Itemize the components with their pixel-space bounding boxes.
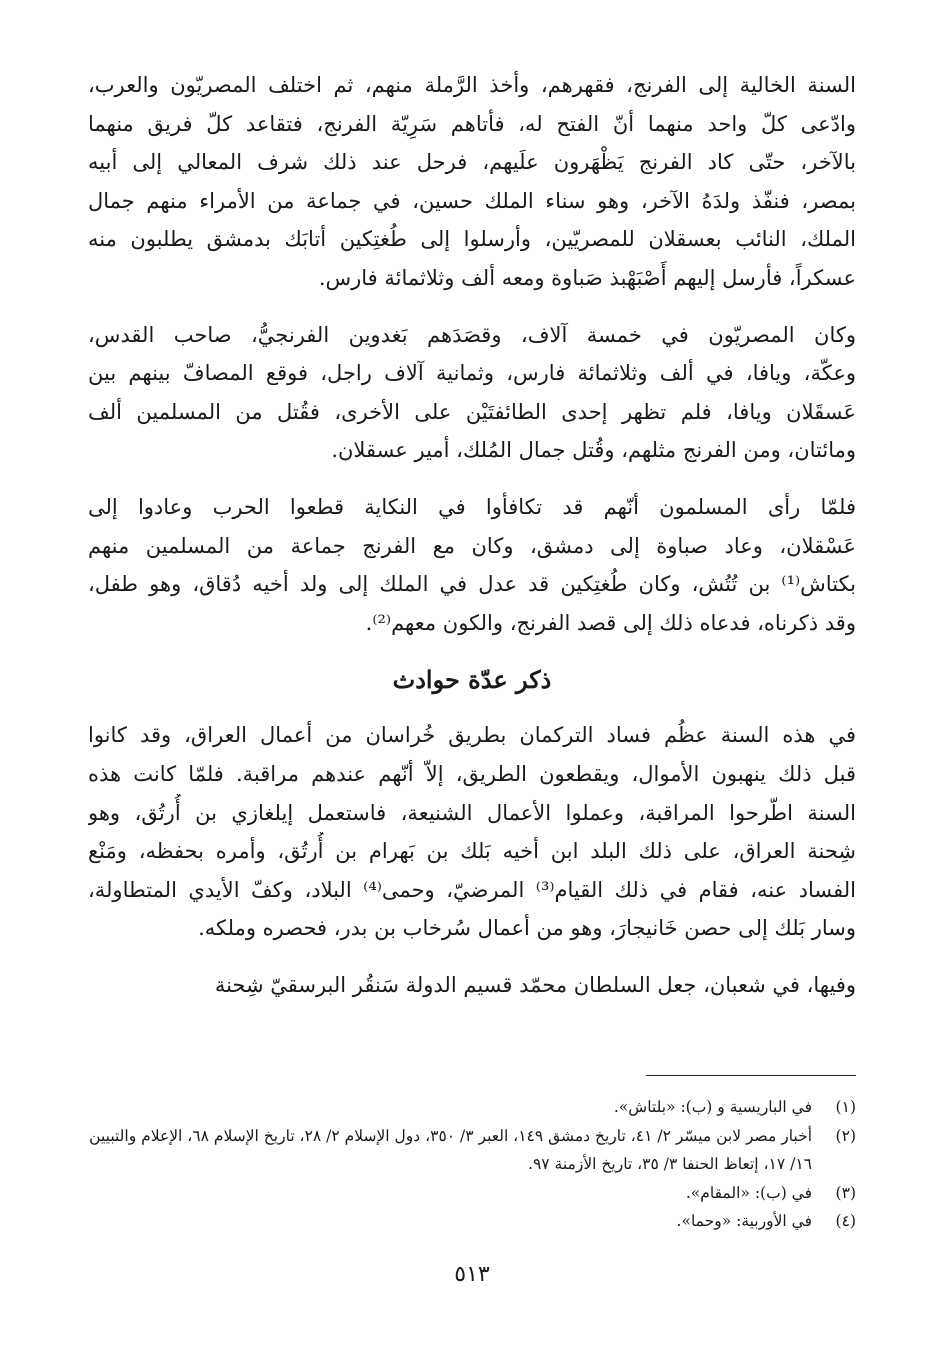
text-line: عَسقَلان ويافا، فلم تظهر إحدى الطائفتَيْن على الأخرى، فقُتل من المسلمين ألف <box>88 399 856 424</box>
text-line: وفيها، في شعبان، جعل السلطان محمّد قسيم الدولة سَنقُر البرسقيّ شِحنة <box>214 972 856 997</box>
text-line: وسار بَلك إلى حصن خَانيجارَ، وهو من أعمال سُرخاب بن بدر، فحصره وملكه. <box>198 916 856 941</box>
text-line: عَسْقلان، وعاد صباوة إلى دمشق، وكان مع الفرنج جماعة من المسلمين منهم <box>88 533 856 558</box>
footnote <box>88 1207 856 1236</box>
footnote-number: (٣) <box>835 1183 856 1202</box>
text-line: بالآخر، حتّى كاد الفرنج يَظْهَرون علَيهم، فرحل عند ذلك شرف المعالي إلى أبيه <box>88 150 856 175</box>
text-line: بمصر، فنفّذ ولدَهُ الآخر، وهو سناء الملك حسين، في جماعة من الأمراء منهم جمال <box>88 188 856 213</box>
footnote-text: في الباريسية و (ب): «بلتاش». <box>613 1098 812 1116</box>
text-line: ومائتان، ومن الفرنج مثلهم، وقُتل جمال المُلك، أمير عسقلان. <box>331 438 856 463</box>
footnote-number: (١) <box>835 1098 856 1116</box>
text-line: وقد ذكرناه، فدعاه ذلك إلى قصد الفرنج، والكون معهم⁽²⁾. <box>365 610 856 635</box>
page-number: ٥١٣ <box>454 1262 490 1287</box>
footnote <box>88 1093 856 1122</box>
paragraph <box>88 66 856 298</box>
text-line: وعكّة، ويافا، في ألف وثلاثمائة فارس، وثمانية آلاف راجل، فوقع المصافّ بينهم بين <box>88 361 856 386</box>
footnote-number: (٤) <box>835 1212 856 1230</box>
footnote-text: في (ب): «المقام». <box>685 1183 812 1202</box>
footnote-divider <box>646 1075 856 1076</box>
paragraph <box>88 316 856 470</box>
footnote <box>88 1122 856 1179</box>
footnotes <box>88 1093 856 1236</box>
text-line: السنة اطّرحوا المراقبة، وعملوا الأعمال الشنيعة، فاستعمل إيلغازي بن أُرتُق، وهو <box>88 800 856 825</box>
footnote-number: (٢) <box>835 1126 856 1145</box>
text-line: وادّعى كلّ واحد منهما أنّ الفتح له، فأتاهم سَرِيّة الفرنج، فتقاعد كلّ فريق منهما <box>88 111 856 136</box>
text-line: الفساد عنه، فقام في ذلك القيام⁽³⁾ المرضيّ، وحمى⁽⁴⁾ البلاد، وكفّ الأيدي المتطاولة، <box>88 877 856 902</box>
text-line: الملك، النائب بعسقلان للمصريّين، وأرسلوا إلى طُغتِكين أتابَك بدمشق يطلبون منه <box>88 227 856 252</box>
text-line: شِحنة العراق، على ذلك البلد ابن أخيه بَلك بن بَهرام بن أُرتُق، وأمره بحفظه، ومَنْع <box>88 839 856 864</box>
text-line: قبل ذلك ينهبون الأموال، ويقطعون الطريق، إلاّ أنّهم عندهم مراقبة. فلمّا كانت هذه <box>88 761 856 786</box>
paragraph <box>88 966 856 1005</box>
text-line: وكان المصريّون في خمسة آلاف، وقصَدَهم بَغدوين الفرنجيُّ، صاحب القدس، <box>88 322 856 347</box>
footnote-text: أخبار مصر لابن ميسّر ٢/ ٤١، تاريخ دمشق ١٤٩، العبر ٣/ ٣٥٠، دول الإسلام ٢/ ٢٨، تاريخ الإسلام ٦٨، الإعلام والتبيين ١٦/ ١٧، إتعاظ الحنفا ٣/ ٣٥، تاريخ الأزمنة ٩٧. <box>89 1126 812 1173</box>
text-line: السنة الخالية إلى الفرنج، فقهرهم، وأخذ الرَّملة منهم، ثم اختلف المصريّون والعرب، <box>88 73 856 97</box>
footnote <box>88 1179 856 1208</box>
footnote-text: في الأوربية: «وحما». <box>676 1212 812 1230</box>
text-line: عسكراً، فأرسل إليهم أَصْبَهْبذ صَباوة ومعه ألف وثلاثمائة فارس. <box>318 265 856 290</box>
text-line: في هذه السنة عظُم فساد التركمان بطريق خُراسان من أعمال العراق، وقد كانوا <box>88 723 856 748</box>
page-body <box>88 66 856 1022</box>
section-heading: ذكر عدّة حوادث <box>392 665 552 695</box>
text-line: فلمّا رأى المسلمون أنّهم قد تكافأوا في النكاية قطعوا الحرب وعادوا إلى <box>88 494 856 519</box>
text-line: بكتاش⁽¹⁾ بن تُتُش، وكان طُغتِكين قد عدل في الملك إلى ولد أخيه دُقاق، وهو طفل، <box>88 572 856 597</box>
paragraph <box>88 716 856 948</box>
paragraph <box>88 488 856 642</box>
